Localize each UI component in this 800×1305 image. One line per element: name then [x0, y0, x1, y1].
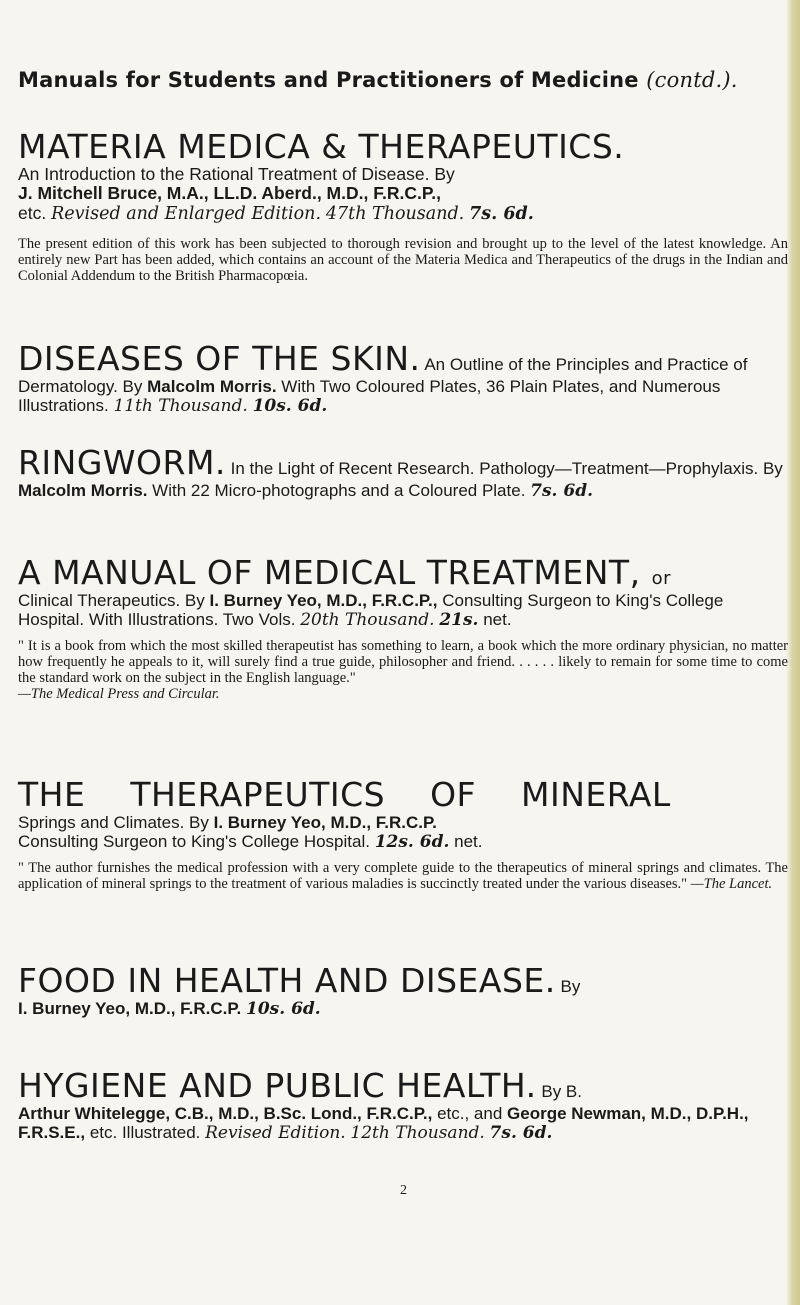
entry-price: 12s. 6d.	[374, 831, 450, 852]
entry-title: A MANUAL OF MEDICAL TREATMENT, or	[18, 553, 671, 592]
entry-hygiene-and-public-health	[18, 1066, 788, 1143]
entry-author: J. Mitchell Bruce, M.A., LL.D. Aberd., M.D., F.R.C.P.,	[18, 183, 441, 204]
entry-title: RINGWORM.	[18, 443, 226, 482]
entry-title: MATERIA MEDICA & THERAPEUTICS.	[18, 127, 625, 166]
entry-title: THE THERAPEUTICS OF MINERAL	[18, 775, 671, 814]
entry-thousand: 11th Thousand.	[113, 395, 248, 416]
entry-quote: " The author furnishes the medical profession with a very complete guide to the therapeutics of mineral springs and climates. The application of mineral springs to the treatment of various maladies is succinctly treated under the various diseases." —The Lancet.	[18, 859, 788, 892]
page-header	[18, 68, 738, 92]
entry-note: The present edition of this work has been subjected to thorough revision and brought up to the level of the latest knowledge. An entirely new Part has been added, which contains an account of the Materia Medica and Therapeutics of the drugs in the Indian and Colonial Addendum to the British Pharmacopœia.	[18, 236, 788, 285]
quote-source: —The Lancet.	[690, 875, 773, 892]
entry-title: DISEASES OF THE SKIN.	[18, 339, 421, 378]
entry-description: RINGWORM. In the Light of Recent Research. Pathology—Treatment—Prophylaxis. By Malcolm Morris. With 22 Micro-photographs and a Coloured Plate. 7s. 6d.	[18, 443, 783, 501]
entry-title: HYGIENE AND PUBLIC HEALTH.	[18, 1066, 537, 1105]
entry-manual-of-medical-treatment	[18, 553, 788, 702]
entry-diseases-of-the-skin	[18, 339, 788, 416]
entry-author: Malcolm Morris.	[18, 480, 148, 500]
entry-thousand: 47th Thousand.	[325, 203, 465, 224]
page-edge	[786, 0, 800, 1305]
entry-thousand: 12th Thousand.	[350, 1122, 485, 1143]
header-prefix: Manuals for Students and Practitioners of Medicine	[18, 68, 639, 92]
entry-ringworm	[18, 443, 788, 501]
entry-therapeutics-of-mineral-springs	[18, 775, 788, 892]
entry-quote: " It is a book from which the most skilled therapeutist has something to learn, a book which the more ordinary physician, no matter how frequently he appeals to it, will surely find a true guide, philosopher and friend. . . . . . likely to remain for some time to come the standard work on the subject in the English language." —The Medical Press and Circular.	[18, 637, 788, 702]
entry-author-2: George Newman, M.D., D.P.H., F.R.S.E.,	[18, 1103, 749, 1142]
entry-price: 7s. 6d.	[530, 480, 594, 501]
entry-materia-medica	[18, 127, 788, 285]
page-number: 2	[400, 1183, 407, 1198]
entry-edition: Revised Edition.	[205, 1122, 346, 1143]
entry-price: 21s.	[439, 609, 479, 630]
entry-title: FOOD IN HEALTH AND DISEASE.	[18, 961, 556, 1000]
entry-description: An Introduction to the Rational Treatment of Disease. By J. Mitchell Bruce, M.A., LL.D. Aberd., M.D., F.R.C.P., etc. Revised and Enlarged Edition. 47th Thousand. 7s. 6d.	[18, 163, 534, 224]
header-suffix: (contd.).	[646, 68, 738, 92]
entry-description: Clinical Therapeutics. By I. Burney Yeo, M.D., F.R.C.P., Consulting Surgeon to King's College Hospital. With Illustrations. Two Vols. 20th Thousand. 21s. net.	[18, 590, 724, 630]
quote-source: —The Medical Press and Circular.	[18, 685, 220, 702]
entry-thousand: 20th Thousand.	[300, 609, 435, 630]
entry-author: Arthur Whitelegge, C.B., M.D., B.Sc. Lond., F.R.C.P.,	[18, 1103, 433, 1123]
entry-author: I. Burney Yeo, M.D., F.R.C.P.	[18, 998, 242, 1018]
entry-description: HYGIENE AND PUBLIC HEALTH. By B. Arthur Whitelegge, C.B., M.D., B.Sc. Lond., F.R.C.P., etc., and George Newman, M.D., D.P.H., F.R.S.E., etc. Illustrated. Revised Edition. 12th Thousand. 7s. 6d.	[18, 1066, 749, 1143]
entry-price: 7s. 6d.	[489, 1122, 553, 1143]
entry-price: 7s. 6d.	[469, 203, 534, 224]
entry-description: FOOD IN HEALTH AND DISEASE. By I. Burney Yeo, M.D., F.R.C.P. 10s. 6d.	[18, 961, 581, 1019]
entry-author: Malcolm Morris.	[147, 376, 277, 396]
entry-food-in-health-and-disease	[18, 961, 788, 1019]
entry-price: 10s. 6d.	[246, 998, 321, 1019]
entry-description: DISEASES OF THE SKIN. An Outline of the Principles and Practice of Dermatology. By Malcolm Morris. With Two Coloured Plates, 36 Plain Plates, and Numerous Illustrations. 11th Thousand. 10s. 6d.	[18, 339, 748, 416]
entry-author: I. Burney Yeo, M.D., F.R.C.P.,	[209, 590, 438, 610]
entry-price: 10s. 6d.	[252, 395, 328, 416]
entry-edition: Revised and Enlarged Edition.	[51, 203, 322, 224]
entry-description: Springs and Climates. By I. Burney Yeo, M.D., F.R.C.P. Consulting Surgeon to King's College Hospital. 12s. 6d. net.	[18, 812, 483, 852]
entry-author: I. Burney Yeo, M.D., F.R.C.P.	[213, 812, 437, 832]
